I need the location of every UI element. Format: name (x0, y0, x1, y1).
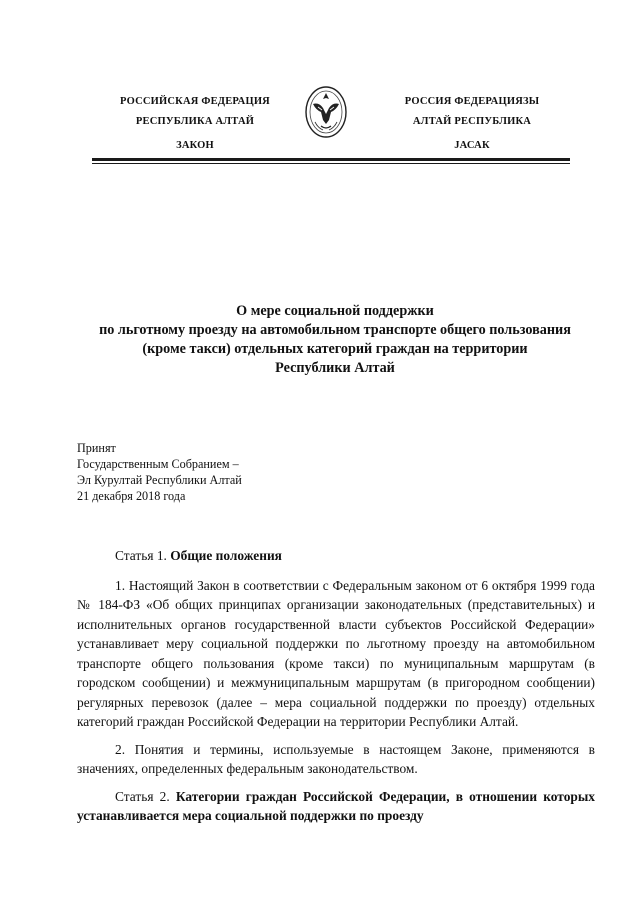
header-left-doctype: ЗАКОН (176, 140, 214, 151)
article-1-prefix: Статья 1. (115, 548, 171, 563)
header-divider-thin (92, 163, 570, 164)
coat-of-arms-icon (303, 84, 349, 140)
header-right (372, 92, 572, 156)
header-right-country: РОССИЯ ФЕДЕРАЦИЯЗЫ (404, 96, 540, 107)
law-title-line: О мере социальной поддержки (236, 303, 434, 319)
law-body (77, 546, 595, 826)
article-1-title: Общие положения (170, 548, 282, 563)
article-1-paragraph-1: 1. Настоящий Закон в соответствии с Федеральным законом от 6 октября 1999 года № 184-ФЗ «Об общих принципах организации законодательных (представительных) и исполнительных органов государственной власти субъектов Российской Федерации» устанавливает меру социальной поддержки по льготному проезду на автомобильном транспорте общего пользования (кроме такси) по муниципальным маршрутам (в городском сообщении) и межмуниципальным маршрутам (в пригородном сообщении) регулярных перевозок (далее – мера социальной поддержки по проезду) отдельных категорий граждан Российской Федерации на территории Республики Алтай. (77, 577, 595, 729)
adoption-block (77, 440, 397, 504)
law-title-line: по льготному проезду на автомобильном транспорте общего пользования (99, 322, 571, 338)
adoption-line: Эл Курултай Республики Алтай (77, 473, 242, 487)
law-title-line: (кроме такси) отдельных категорий граждан на территории (142, 341, 528, 357)
adoption-date: 21 декабря 2018 года (77, 489, 186, 503)
article-1-heading (77, 546, 595, 566)
header-divider-thick (92, 158, 570, 161)
article-2-title: Категории граждан Российской Федерации, в отношении которых устанавливается мера социальной поддержки по проезду (77, 788, 595, 823)
header-left-republic: РЕСПУБЛИКА АЛТАЙ (135, 116, 255, 127)
header-right-republic: АЛТАЙ РЕСПУБЛИКА (412, 116, 532, 127)
header-left (100, 92, 290, 156)
adoption-line: Государственным Собранием – (77, 457, 239, 471)
header-left-country: РОССИЙСКАЯ ФЕДЕРАЦИЯ (120, 96, 270, 107)
adoption-line: Принят (77, 441, 116, 455)
header-right-doctype: JАСАК (454, 140, 490, 151)
law-title-line: Республики Алтай (275, 360, 395, 376)
article-2-prefix: Статья 2. (115, 788, 176, 804)
article-2-heading (77, 787, 595, 826)
article-1-paragraph-2: 2. Понятия и термины, используемые в настоящем Законе, применяются в значениях, определенных федеральным законодательством. (77, 741, 595, 776)
law-title (70, 302, 600, 378)
